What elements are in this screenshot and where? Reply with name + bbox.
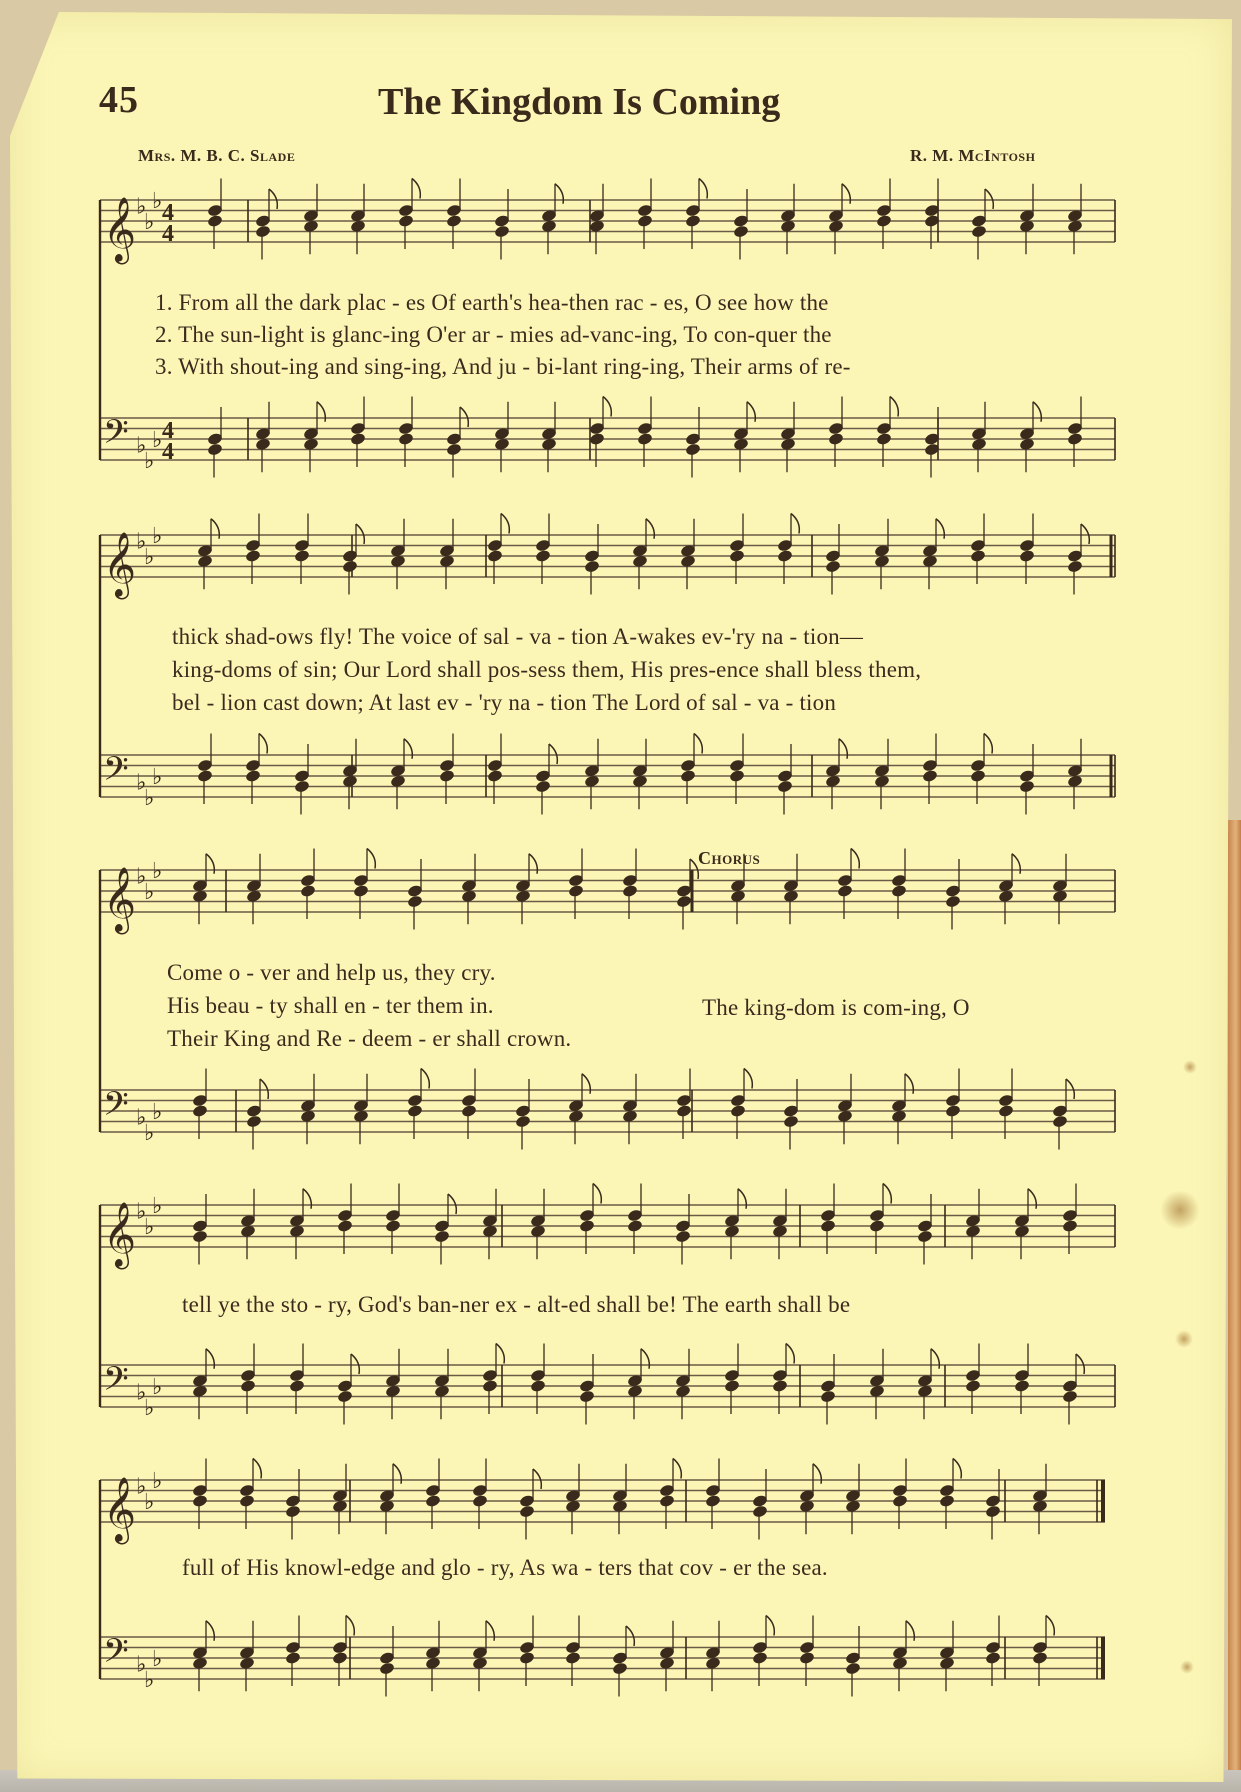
note-head bbox=[680, 769, 697, 783]
note-head bbox=[240, 1379, 257, 1393]
flat-sign-icon: ♭ bbox=[152, 524, 163, 549]
note-head bbox=[820, 1219, 837, 1233]
note-flag bbox=[985, 189, 993, 209]
note-flag bbox=[1028, 1189, 1036, 1209]
note-head bbox=[300, 884, 317, 898]
note-head bbox=[1052, 1114, 1069, 1128]
note-flag bbox=[1012, 854, 1020, 874]
note-flag bbox=[317, 402, 325, 422]
flat-sign-icon: ♭ bbox=[152, 1469, 163, 1494]
note-head bbox=[685, 214, 702, 228]
flat-sign-icon: ♭ bbox=[144, 1215, 155, 1240]
note-head bbox=[676, 894, 693, 908]
flat-sign-icon: ♭ bbox=[144, 545, 155, 570]
note-head bbox=[1067, 559, 1084, 573]
note-head bbox=[922, 769, 939, 783]
note-head bbox=[285, 1504, 302, 1518]
note-head bbox=[494, 224, 511, 238]
note-head bbox=[255, 224, 272, 238]
note-flag bbox=[984, 734, 992, 754]
note-head bbox=[1019, 549, 1036, 563]
note-head bbox=[565, 1651, 582, 1665]
lyric-verse-3-line-3: Their King and Re - deem - er shall crown. bbox=[167, 1026, 572, 1051]
note-head bbox=[1019, 779, 1036, 793]
note-head bbox=[820, 1389, 837, 1403]
flat-sign-icon: ♭ bbox=[144, 210, 155, 235]
note-head bbox=[245, 769, 262, 783]
note-head bbox=[828, 432, 845, 446]
note-head bbox=[965, 1379, 982, 1393]
flat-sign-icon: ♭ bbox=[136, 194, 147, 220]
bass-clef-icon: 𝄢 bbox=[103, 1632, 129, 1679]
note-flag bbox=[1066, 1079, 1074, 1099]
note-head bbox=[568, 884, 585, 898]
note-flag bbox=[412, 179, 420, 199]
note-head bbox=[579, 1219, 596, 1233]
flat-sign-icon: ♭ bbox=[144, 449, 155, 474]
note-head bbox=[939, 1494, 956, 1508]
flat-sign-icon: ♭ bbox=[152, 1647, 163, 1672]
note-flag bbox=[1076, 1354, 1084, 1374]
note-head bbox=[285, 1651, 302, 1665]
note-flag bbox=[421, 1069, 429, 1089]
flat-sign-icon: ♭ bbox=[136, 864, 147, 890]
note-head bbox=[482, 1379, 499, 1393]
note-head bbox=[535, 779, 552, 793]
treble-clef-icon: 𝄞 bbox=[103, 1202, 137, 1267]
note-head bbox=[398, 432, 415, 446]
note-flag bbox=[786, 1344, 794, 1364]
flat-sign-icon: ♭ bbox=[144, 880, 155, 905]
note-head bbox=[825, 559, 842, 573]
note-head bbox=[724, 1379, 741, 1393]
note-flag bbox=[486, 1621, 494, 1641]
note-head bbox=[353, 884, 370, 898]
note-flag bbox=[851, 849, 859, 869]
note-head bbox=[337, 1389, 354, 1403]
flat-sign-icon: ♭ bbox=[144, 786, 155, 811]
note-head bbox=[425, 1494, 442, 1508]
composer-credit: R. M. McIntosh bbox=[910, 146, 1036, 165]
note-flag bbox=[356, 524, 364, 544]
note-head bbox=[519, 1651, 536, 1665]
flat-sign-icon: ♭ bbox=[136, 1380, 147, 1406]
flat-sign-icon: ♭ bbox=[136, 1474, 147, 1500]
note-head bbox=[289, 1379, 306, 1393]
note-head bbox=[439, 769, 456, 783]
bass-clef-icon: 𝄢 bbox=[103, 1085, 129, 1132]
treble-clef-icon: 𝄞 bbox=[103, 1477, 137, 1542]
note-flag bbox=[738, 1189, 746, 1209]
note-head bbox=[207, 214, 224, 228]
note-head bbox=[891, 884, 908, 898]
note-head bbox=[622, 884, 639, 898]
note-flag bbox=[460, 407, 468, 427]
note-head bbox=[985, 1504, 1002, 1518]
note-head bbox=[685, 442, 702, 456]
note-head bbox=[752, 1651, 769, 1665]
note-head bbox=[627, 1219, 644, 1233]
note-head bbox=[876, 432, 893, 446]
note-flag bbox=[501, 514, 509, 534]
note-head bbox=[519, 1504, 536, 1518]
flat-sign-icon: ♭ bbox=[136, 770, 147, 796]
note-flag bbox=[791, 514, 799, 534]
bass-clef-icon: 𝄢 bbox=[103, 413, 129, 460]
note-head bbox=[876, 214, 893, 228]
note-head bbox=[589, 432, 606, 446]
note-flag bbox=[206, 854, 214, 874]
note-head bbox=[799, 1651, 816, 1665]
flat-sign-icon: ♭ bbox=[136, 1652, 147, 1678]
note-head bbox=[398, 214, 415, 228]
note-head bbox=[1032, 1651, 1049, 1665]
note-head bbox=[945, 894, 962, 908]
lyric-verse-2-line-3: His beau - ty shall en - ter them in. bbox=[167, 993, 494, 1018]
hymn-title: The Kingdom Is Coming bbox=[378, 81, 781, 123]
note-head bbox=[434, 1229, 451, 1243]
note-head bbox=[1062, 1389, 1079, 1403]
note-head bbox=[917, 1229, 934, 1243]
treble-clef-icon: 𝄞 bbox=[103, 532, 137, 597]
time-signature-bottom: 4 bbox=[162, 439, 174, 465]
note-head bbox=[1014, 1379, 1031, 1393]
lyric-verse-2-line-2: king-doms of sin; Our Lord shall pos-sess them, His pres-ence shall bless them, bbox=[172, 657, 922, 682]
note-head bbox=[985, 1651, 1002, 1665]
note-head bbox=[970, 549, 987, 563]
note-head bbox=[1062, 1219, 1079, 1233]
flat-sign-icon: ♭ bbox=[152, 1194, 163, 1219]
note-flag bbox=[813, 1464, 821, 1484]
note-head bbox=[515, 1114, 532, 1128]
treble-clef-icon: 𝄞 bbox=[103, 197, 137, 262]
note-flag bbox=[905, 1074, 913, 1094]
note-head bbox=[385, 1219, 402, 1233]
note-head bbox=[971, 224, 988, 238]
note-flag bbox=[641, 1349, 649, 1369]
flat-sign-icon: ♭ bbox=[152, 428, 163, 453]
note-flag bbox=[529, 854, 537, 874]
lyricist-credit: Mrs. M. B. C. Slade bbox=[138, 146, 296, 165]
note-head bbox=[192, 1229, 209, 1243]
flat-sign-icon: ♭ bbox=[144, 1121, 155, 1146]
note-head bbox=[777, 779, 794, 793]
note-head bbox=[970, 769, 987, 783]
note-flag bbox=[404, 739, 412, 759]
time-signature-bottom: 4 bbox=[162, 221, 174, 247]
note-flag bbox=[646, 519, 654, 539]
note-head bbox=[207, 442, 224, 456]
note-head bbox=[332, 1651, 349, 1665]
flat-sign-icon: ♭ bbox=[144, 1490, 155, 1515]
flat-sign-icon: ♭ bbox=[144, 1668, 155, 1693]
note-head bbox=[837, 884, 854, 898]
note-head bbox=[342, 559, 359, 573]
note-head bbox=[350, 432, 367, 446]
note-head bbox=[869, 1219, 886, 1233]
bass-clef-icon: 𝄢 bbox=[103, 750, 129, 797]
flat-sign-icon: ♭ bbox=[152, 859, 163, 884]
note-head bbox=[407, 1104, 424, 1118]
note-flag bbox=[603, 397, 611, 417]
lyric-verse-2-line-1: 2. The sun-light is glanc-ing O'er ar - mies ad-vanc-ing, To con-quer the bbox=[155, 322, 832, 347]
flat-sign-icon: ♭ bbox=[136, 1105, 147, 1131]
flat-sign-icon: ♭ bbox=[144, 1396, 155, 1421]
note-flag bbox=[259, 734, 267, 754]
note-head bbox=[446, 442, 463, 456]
note-flag bbox=[549, 744, 557, 764]
note-flag bbox=[496, 1344, 504, 1364]
note-flag bbox=[694, 734, 702, 754]
note-head bbox=[407, 894, 424, 908]
note-head bbox=[461, 1104, 478, 1118]
flat-sign-icon: ♭ bbox=[152, 765, 163, 790]
note-flag bbox=[555, 184, 563, 204]
note-flag bbox=[269, 189, 277, 209]
flat-sign-icon: ♭ bbox=[152, 1100, 163, 1125]
lyric-verse-1-line-3: Come o - ver and help us, they cry. bbox=[167, 960, 496, 985]
note-head bbox=[446, 214, 463, 228]
note-head bbox=[294, 549, 311, 563]
note-head bbox=[1067, 432, 1084, 446]
flat-sign-icon: ♭ bbox=[152, 189, 163, 214]
note-flag bbox=[931, 1349, 939, 1369]
note-head bbox=[733, 224, 750, 238]
note-head bbox=[730, 1104, 747, 1118]
note-head bbox=[337, 1219, 354, 1233]
note-head bbox=[637, 214, 654, 228]
note-head bbox=[729, 549, 746, 563]
note-head bbox=[487, 549, 504, 563]
hymn-number: 45 bbox=[99, 79, 139, 121]
note-head bbox=[637, 432, 654, 446]
note-head bbox=[535, 549, 552, 563]
note-flag bbox=[206, 1349, 214, 1369]
note-head bbox=[379, 1661, 396, 1675]
lyric-verse-1-line-1: 1. From all the dark plac - es Of earth's hea-then rac - es, O see how the bbox=[155, 290, 829, 315]
note-flag bbox=[1046, 1616, 1054, 1636]
lyric-verse-3-line-2: bel - lion cast down; At last ev - 'ry na - tion The Lord of sal - va - tion bbox=[172, 690, 837, 715]
note-flag bbox=[346, 1616, 354, 1636]
note-head bbox=[192, 1494, 209, 1508]
note-flag bbox=[303, 1189, 311, 1209]
note-head bbox=[246, 1114, 263, 1128]
lyric-chorus-line-2: tell ye the sto - ry, God's ban-ner ex - alt-ed shall be! The earth shall be bbox=[182, 1292, 851, 1317]
note-head bbox=[294, 779, 311, 793]
note-head bbox=[579, 1389, 596, 1403]
note-flag bbox=[351, 1354, 359, 1374]
note-head bbox=[487, 769, 504, 783]
note-head bbox=[998, 1104, 1015, 1118]
flat-sign-icon: ♭ bbox=[136, 1199, 147, 1225]
note-flag bbox=[448, 1194, 456, 1214]
note-flag bbox=[533, 1469, 541, 1489]
note-flag bbox=[626, 1626, 634, 1646]
note-head bbox=[705, 1494, 722, 1508]
note-head bbox=[783, 1114, 800, 1128]
note-head bbox=[772, 1379, 789, 1393]
note-flag bbox=[593, 1184, 601, 1204]
note-flag bbox=[953, 1459, 961, 1479]
note-head bbox=[197, 769, 214, 783]
bass-clef-icon: 𝄢 bbox=[103, 1360, 129, 1407]
note-flag bbox=[766, 1616, 774, 1636]
note-head bbox=[752, 1504, 769, 1518]
note-flag bbox=[1033, 402, 1041, 422]
note-flag bbox=[842, 184, 850, 204]
note-flag bbox=[906, 1621, 914, 1641]
note-flag bbox=[747, 402, 755, 422]
note-flag bbox=[367, 849, 375, 869]
note-head bbox=[945, 1104, 962, 1118]
note-head bbox=[584, 559, 601, 573]
note-flag bbox=[393, 1464, 401, 1484]
note-head bbox=[530, 1379, 547, 1393]
lyric-verse-1-line-2: thick shad-ows fly! The voice of sal - va - tion A-wakes ev-'ry na - tion— bbox=[172, 624, 864, 649]
note-flag bbox=[206, 1621, 214, 1641]
note-head bbox=[845, 1661, 862, 1675]
note-flag bbox=[936, 519, 944, 539]
lyric-chorus-line-3: full of His knowl-edge and glo - ry, As wa - ters that cov - er the sea. bbox=[182, 1555, 828, 1580]
note-head bbox=[777, 549, 794, 563]
time-signature-top: 4 bbox=[162, 200, 174, 226]
note-flag bbox=[744, 1069, 752, 1089]
note-flag bbox=[1081, 524, 1089, 544]
lyric-chorus-line-1: The king-dom is com-ing, O bbox=[702, 995, 970, 1020]
note-flag bbox=[699, 179, 707, 199]
treble-clef-icon: 𝄞 bbox=[103, 867, 137, 932]
note-flag bbox=[883, 1184, 891, 1204]
note-head bbox=[472, 1494, 489, 1508]
note-head bbox=[245, 549, 262, 563]
note-flag bbox=[839, 739, 847, 759]
note-flag bbox=[582, 1074, 590, 1094]
time-signature-top: 4 bbox=[162, 418, 174, 444]
note-head bbox=[659, 1494, 676, 1508]
chorus-label: Chorus bbox=[698, 848, 761, 868]
note-head bbox=[892, 1494, 909, 1508]
flat-sign-icon: ♭ bbox=[152, 1375, 163, 1400]
note-head bbox=[192, 1104, 209, 1118]
note-head bbox=[675, 1229, 692, 1243]
note-head bbox=[676, 1104, 693, 1118]
flat-sign-icon: ♭ bbox=[136, 529, 147, 555]
note-head bbox=[729, 769, 746, 783]
note-flag bbox=[890, 397, 898, 417]
note-flag bbox=[673, 1459, 681, 1479]
flat-sign-icon: ♭ bbox=[136, 433, 147, 459]
note-flag bbox=[253, 1459, 261, 1479]
note-flag bbox=[211, 519, 219, 539]
note-flag bbox=[260, 1079, 268, 1099]
note-head bbox=[612, 1661, 629, 1675]
note-head bbox=[239, 1494, 256, 1508]
lyric-verse-3-line-1: 3. With shout-ing and sing-ing, And ju - bi-lant ring-ing, Their arms of re- bbox=[155, 354, 851, 379]
